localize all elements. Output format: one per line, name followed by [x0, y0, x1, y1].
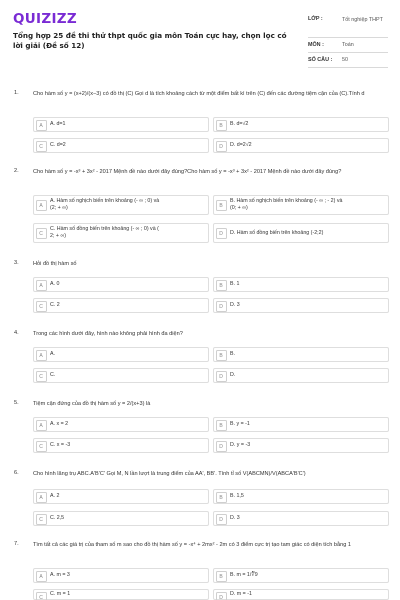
option-text: A. m = 3	[50, 572, 70, 578]
option-text: D. Hàm số đồng biến trên khoảng (-2;2)	[230, 229, 324, 236]
option-text: C. m = 1	[50, 591, 71, 597]
question-text: Cho hàm số y = -x³ + 3x² - 2017 Mệnh đề nào dưới đây đúng?Cho hàm số y = -x³ + 3x² - 2017 Mệnh đề nào dưới đây đúng?	[33, 169, 342, 175]
option-letter-c: C	[36, 301, 47, 312]
meta-count-label: SỐ CÂU :	[308, 57, 333, 63]
question-number: 4.	[14, 330, 19, 336]
option-text: A.	[50, 351, 56, 357]
option-letter-a: A	[36, 200, 47, 211]
option-text: D.	[230, 372, 236, 378]
meta-subject-row	[308, 38, 388, 53]
option-letter-a: A	[36, 571, 47, 582]
option-text: C. Hàm số đồng biến trên khoảng (- ∞ ; 0) và ( 2; + ∞)	[50, 226, 159, 239]
question-text: Tìm tất cả các giá trị của tham số m sao cho đồ thị hàm số y = -x⁴ + 2mx² - 2m có 3 điểm cực trị tạo tam giác có diện tích bằng 1	[33, 542, 351, 548]
option-text: B. 1	[230, 281, 240, 287]
quizizz-logo: QUIZIZZ	[13, 11, 77, 27]
option-d[interactable]	[213, 223, 389, 243]
option-letter-c: C	[36, 371, 47, 382]
option-letter-b: B	[216, 200, 227, 211]
option-d[interactable]	[213, 368, 389, 383]
worksheet-title: Tổng hợp 25 đề thi thử thpt quốc gia môn Toán cực hay, chọn lọc có lời giải (Đề số 12)	[13, 31, 287, 50]
option-letter-b: B	[216, 420, 227, 431]
option-text: A. x = 2	[50, 421, 69, 427]
question-text: Tiệm cận đứng của đồ thị hàm số y = 2/(x+3) là	[33, 401, 151, 407]
option-letter-c: C	[36, 592, 47, 600]
option-c[interactable]	[33, 138, 209, 153]
question-text: Cho hình lăng trụ ABC.A'B'C' Gọi M, N lần lượt là trung điểm của AA', BB'. Tính tỉ số V(ABCMN)/V(ABCA'B'C')	[33, 471, 306, 477]
option-a[interactable]	[33, 489, 209, 504]
option-text: C. 2,5	[50, 515, 65, 521]
worksheet-header	[0, 0, 400, 78]
option-text: D. 3	[230, 302, 240, 308]
option-text: A. Hàm số nghịch biến trên khoảng (- ∞ ; 0) và (2; + ∞)	[50, 198, 160, 211]
option-text: C. d=2	[50, 142, 66, 148]
meta-subject-value: Toán	[342, 42, 354, 48]
option-text: C.	[50, 372, 56, 378]
option-d[interactable]	[213, 138, 389, 153]
option-b[interactable]	[213, 117, 389, 132]
option-d[interactable]	[213, 589, 389, 600]
option-d[interactable]	[213, 298, 389, 313]
option-text: D. y = -3	[230, 442, 251, 448]
option-letter-d: D	[216, 301, 227, 312]
option-text: A. d=1	[50, 121, 66, 127]
option-letter-d: D	[216, 592, 227, 600]
option-a[interactable]	[33, 347, 209, 362]
meta-class-row	[308, 14, 388, 38]
question-text: Trong các hình dưới đây, hình nào không phải hình đa diện?	[33, 331, 183, 337]
option-letter-d: D	[216, 141, 227, 152]
option-b[interactable]	[213, 489, 389, 504]
option-c[interactable]	[33, 368, 209, 383]
meta-subject-label: MÔN :	[308, 42, 324, 48]
option-b[interactable]	[213, 568, 389, 583]
option-letter-b: B	[216, 492, 227, 503]
option-text: D. m = -1	[230, 591, 252, 597]
question-text: Cho hàm số y = (x+2)/(x−3) có đồ thị (C) Gọi d là tích khoảng cách từ một điểm bất kì trên (C) đến các đường tiệm cận của (C).Tính d	[33, 91, 365, 97]
option-text: C. 2	[50, 302, 60, 308]
option-text: B. y = -1	[230, 421, 250, 427]
option-c[interactable]	[33, 438, 209, 453]
option-b[interactable]	[213, 417, 389, 432]
question-number: 3.	[14, 260, 19, 266]
option-letter-b: B	[216, 120, 227, 131]
meta-class-label: LỚP :	[308, 16, 323, 22]
option-text: A. 2	[50, 493, 60, 499]
option-a[interactable]	[33, 568, 209, 583]
question-number: 6.	[14, 470, 19, 476]
option-letter-a: A	[36, 420, 47, 431]
option-text: C. x = -3	[50, 442, 71, 448]
option-letter-b: B	[216, 280, 227, 291]
option-letter-a: A	[36, 280, 47, 291]
option-c[interactable]	[33, 298, 209, 313]
option-text: B. d=√2	[230, 121, 249, 127]
option-c[interactable]	[33, 589, 209, 600]
option-c[interactable]	[33, 223, 209, 243]
option-b[interactable]	[213, 277, 389, 292]
worksheet-meta	[308, 14, 388, 68]
option-letter-d: D	[216, 371, 227, 382]
option-text: B.	[230, 351, 236, 357]
option-letter-c: C	[36, 441, 47, 452]
meta-count-row	[308, 53, 388, 68]
option-letter-a: A	[36, 492, 47, 503]
meta-class-value: Tốt nghiệp THPT	[342, 17, 383, 23]
question-number: 1.	[14, 90, 19, 96]
option-letter-d: D	[216, 441, 227, 452]
option-letter-a: A	[36, 350, 47, 361]
option-letter-c: C	[36, 141, 47, 152]
option-a[interactable]	[33, 195, 209, 215]
option-letter-d: D	[216, 514, 227, 525]
option-c[interactable]	[33, 511, 209, 526]
option-letter-a: A	[36, 120, 47, 131]
option-a[interactable]	[33, 117, 209, 132]
option-text: B. m = 1/∛9	[230, 572, 258, 578]
option-text: A. 0	[50, 281, 60, 287]
option-letter-c: C	[36, 514, 47, 525]
option-text: B. 1,5	[230, 493, 244, 499]
question-number: 2.	[14, 168, 19, 174]
option-letter-d: D	[216, 228, 227, 239]
option-b[interactable]	[213, 195, 389, 215]
option-text: D. 3	[230, 515, 240, 521]
question-number: 7.	[14, 541, 19, 547]
question-text: Hỏi đồ thị hàm số	[33, 261, 77, 267]
option-d[interactable]	[213, 438, 389, 453]
option-a[interactable]	[33, 277, 209, 292]
question-number: 5.	[14, 400, 19, 406]
option-d[interactable]	[213, 511, 389, 526]
option-text: D. d=2√2	[230, 142, 252, 148]
option-b[interactable]	[213, 347, 389, 362]
option-text: B. Hàm số nghịch biến trên khoảng (- ∞ ; - 2) và (0; + ∞)	[230, 198, 343, 211]
option-letter-c: C	[36, 228, 47, 239]
option-a[interactable]	[33, 417, 209, 432]
option-letter-b: B	[216, 571, 227, 582]
meta-count-value: 50	[342, 57, 348, 63]
option-letter-b: B	[216, 350, 227, 361]
